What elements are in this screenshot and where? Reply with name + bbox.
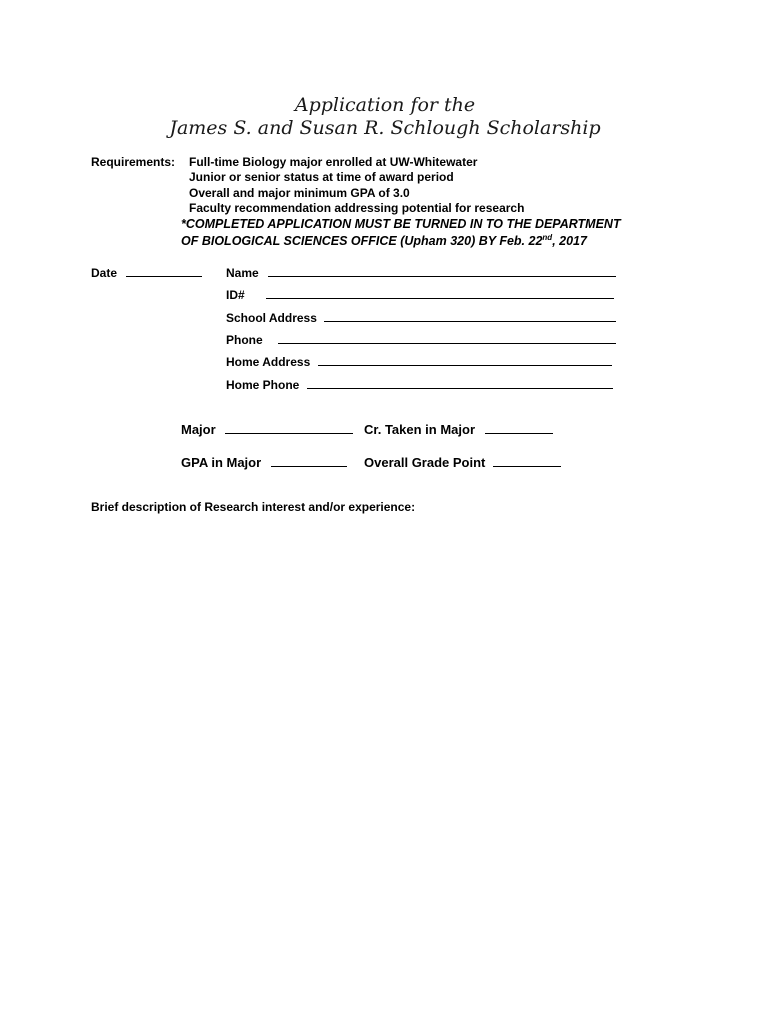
school-address-label: School Address [226, 311, 317, 325]
name-input-line[interactable] [268, 265, 616, 277]
home-phone-input-line[interactable] [307, 377, 613, 389]
research-description-area[interactable] [91, 520, 681, 960]
school-address-input-line[interactable] [324, 310, 616, 322]
home-address-field [226, 354, 612, 369]
id-label: ID# [226, 288, 245, 302]
credits-in-major-field [364, 422, 553, 437]
requirement-item: Full-time Biology major enrolled at UW-Whitewater [189, 155, 478, 169]
home-phone-label: Home Phone [226, 378, 300, 392]
phone-input-line[interactable] [278, 332, 616, 344]
major-field [181, 422, 353, 437]
home-address-label: Home Address [226, 355, 311, 369]
home-address-input-line[interactable] [318, 354, 612, 366]
requirement-item: Junior or senior status at time of award period [189, 170, 454, 184]
research-description-label: Brief description of Research interest and/or experience: [91, 500, 416, 514]
name-label: Name [226, 266, 259, 280]
credits-in-major-input-line[interactable] [485, 422, 553, 434]
date-label: Date [91, 266, 118, 280]
requirement-item: Overall and major minimum GPA of 3.0 [189, 186, 410, 200]
phone-field [226, 332, 616, 347]
major-label: Major [181, 422, 216, 437]
id-input-line[interactable] [266, 287, 614, 299]
gpa-in-major-field [181, 455, 347, 470]
credits-in-major-label: Cr. Taken in Major [364, 422, 476, 437]
date-field [91, 265, 202, 280]
gpa-in-major-input-line[interactable] [271, 455, 347, 467]
requirements-label: Requirements: [91, 155, 176, 169]
submission-notice-line-2 [181, 233, 587, 248]
ordinal-suffix: nd [542, 233, 553, 242]
overall-grade-point-label: Overall Grade Point [364, 455, 486, 470]
gpa-in-major-label: GPA in Major [181, 455, 262, 470]
requirement-item: Faculty recommendation addressing potential for research [189, 201, 525, 215]
date-input-line[interactable] [126, 265, 202, 277]
school-address-field [226, 310, 616, 325]
home-phone-field [226, 377, 613, 392]
submission-notice-line-1: *COMPLETED APPLICATION MUST BE TURNED IN TO THE DEPARTMENT [181, 217, 621, 231]
name-field [226, 265, 616, 280]
form-title-line-1: Application for the [294, 94, 476, 116]
overall-grade-point-field [364, 455, 561, 470]
overall-grade-point-input-line[interactable] [493, 455, 561, 467]
submission-notice-year: , 2017 [552, 234, 587, 249]
form-title-line-2: James S. and Susan R. Schlough Scholarship [169, 117, 601, 139]
submission-notice-text: OF BIOLOGICAL SCIENCES OFFICE (Upham 320) BY Feb. 22 [181, 234, 543, 249]
phone-label: Phone [226, 333, 263, 347]
major-input-line[interactable] [225, 422, 353, 434]
id-field [226, 287, 614, 302]
